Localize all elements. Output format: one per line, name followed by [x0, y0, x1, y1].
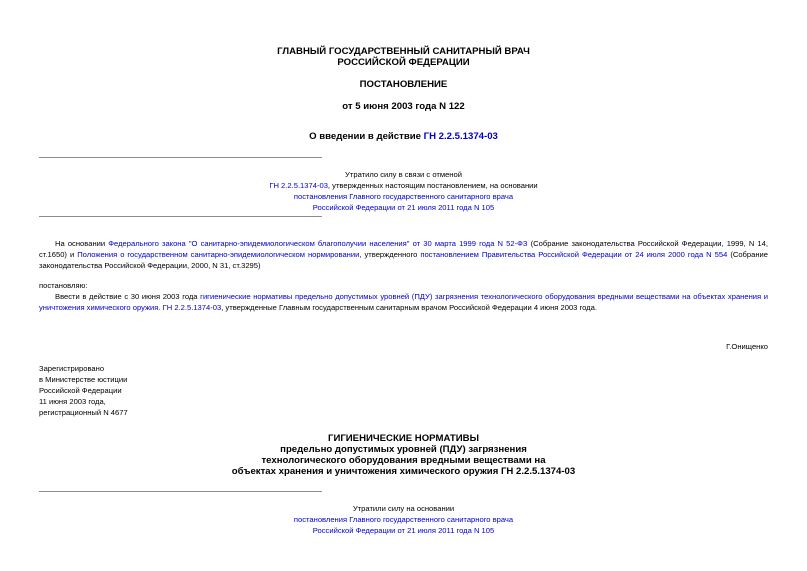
preamble-text-a: На основании [55, 239, 109, 248]
norms-title-4: объектах хранения и уничтожения химического оружия ГН 2.2.5.1374-03 [231, 466, 576, 477]
operative-text-a: Ввести в действие с 30 июня 2003 года [55, 292, 201, 301]
issuer-line-1: ГЛАВНЫЙ ГОСУДАРСТВЕННЫЙ САНИТАРНЫЙ ВРАЧ [277, 46, 530, 57]
preamble-text-c: , утвержденного [359, 250, 421, 259]
divider-line [39, 157, 322, 158]
document-type: ПОСТАНОВЛЕНИЕ [359, 79, 448, 90]
notice-line-2-text: , утвержденных настоящим постановлением, на основании [327, 181, 538, 190]
notice2-decree-link-2[interactable]: Российской Федерации от 21 июля 2011 года N 105 [312, 526, 495, 535]
resolve-word: постановляю: [39, 281, 88, 290]
notice-line-1: Утратило силу в связи с отменой [345, 170, 462, 179]
issuer-line-2: РОССИЙСКОЙ ФЕДЕРАЦИИ [337, 57, 470, 68]
preamble-text-b: (Собрание законодательства Российской Федерации, 1999, N 14, ст.1650) и [39, 239, 768, 259]
registration-line-1: Зарегистрировано [39, 364, 105, 373]
preamble-text-d: (Собрание законодательства Российской Федерации, 2000, N 31, ст.3295) [39, 250, 769, 270]
registration-line-3: Российской Федерации [39, 386, 122, 395]
notice-line-2 [0, 180, 807, 191]
notice-decree-link-2[interactable]: Российской Федерации от 21 июля 2011 года N 105 [312, 203, 495, 212]
registration-line-5: регистрационный N 4677 [39, 408, 128, 417]
subject-prefix: О введении в действие [309, 131, 424, 142]
document-date-number: от 5 июня 2003 года N 122 [342, 101, 465, 112]
norms-title-1: ГИГИЕНИЧЕСКИЕ НОРМАТИВЫ [328, 433, 479, 444]
registration-line-4: 11 июня 2003 года, [39, 397, 106, 406]
preamble-paragraph [39, 238, 768, 271]
operative-paragraph [39, 291, 768, 313]
subject-link[interactable]: ГН 2.2.5.1374-03 [423, 131, 498, 142]
divider-line [39, 491, 322, 492]
operative-text-b: , утвержденные Главным государственным санитарным врачом Российской Федерации 4 июня 2003 года. [221, 303, 597, 312]
notice-gn-link[interactable]: ГН 2.2.5.1374-03 [269, 181, 328, 190]
norms-title-2: предельно допустимых уровней (ПДУ) загрязнения [280, 444, 527, 455]
government-decree-link[interactable]: постановлением Правительства Российской Федерации от 24 июля 2000 года N 554 [420, 250, 728, 259]
notice-decree-link-1[interactable]: постановления Главного государственного санитарного врача [293, 192, 514, 201]
norms-title-3: технологического оборудования вредными веществами на [261, 455, 546, 466]
federal-law-link[interactable]: Федерального закона "О санитарно-эпидемиологическом благополучии населения" от 30 марта 1999 года N 52-ФЗ [108, 239, 528, 248]
signature: Г.Онищенко [726, 342, 768, 351]
notice2-line-1: Утратили силу на основании [352, 504, 455, 513]
notice2-decree-link-1[interactable]: постановления Главного государственного санитарного врача [293, 515, 514, 524]
divider-line [39, 216, 322, 217]
registration-line-2: в Министерстве юстиции [39, 375, 128, 384]
document-subject [0, 131, 807, 142]
hygienic-norms-link[interactable]: гигиенические нормативы предельно допустимых уровней (ПДУ) загрязнения технологического оборудования вредными веществами на объектах хранения и уничтожения химического оружия. ГН 2.2.5.1374-03 [39, 292, 769, 312]
regulation-link[interactable]: Положения о государственном санитарно-эпидемиологическом нормировании [77, 250, 360, 259]
